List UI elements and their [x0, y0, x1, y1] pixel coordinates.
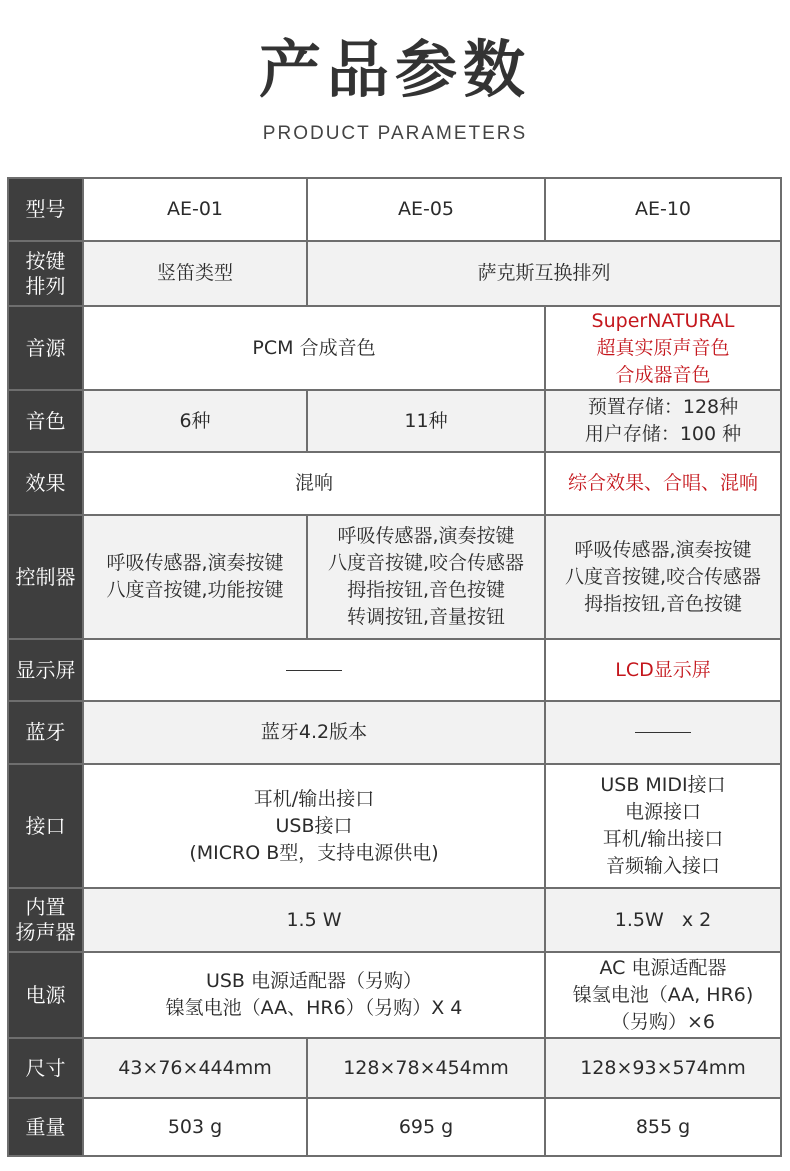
- interface-ae10-line2: 电源接口: [624, 801, 701, 823]
- cell-controller-ae10: [545, 515, 781, 639]
- cell-speaker-ae10: 1.5W x 2: [545, 888, 781, 952]
- sound-source-ae10-line1: SuperNATURAL: [591, 309, 735, 332]
- row-power: [8, 952, 781, 1038]
- row-label-speaker-line2: 扬声器: [15, 920, 76, 944]
- cell-size-ae01: 43×76×444mm: [83, 1038, 307, 1098]
- row-model: [8, 178, 781, 241]
- row-label-speaker: [8, 888, 83, 952]
- interface-ae10-line3: 耳机/输出接口: [602, 828, 724, 850]
- row-label-key-layout-line1: 按键: [25, 248, 66, 273]
- cell-interface-ae10: [545, 764, 781, 888]
- row-label-bluetooth: 蓝牙: [8, 701, 83, 764]
- power-ae01-ae05-line2: 镍氢电池（AA、HR6）（另购）X 4: [165, 997, 463, 1019]
- cell-effects-ae01-ae05: 混响: [83, 452, 545, 515]
- row-speaker: [8, 888, 781, 952]
- cell-weight-ae01: 503 g: [83, 1098, 307, 1156]
- power-ae01-ae05-line1: USB 电源适配器（另购）: [205, 970, 423, 992]
- cell-weight-ae05: 695 g: [307, 1098, 545, 1156]
- cell-bluetooth-ae10: [545, 701, 781, 764]
- interface-ae10-line1: USB MIDI接口: [600, 774, 726, 796]
- tones-ae10-line1: 预置存储：128种: [587, 396, 739, 418]
- row-tones: [8, 390, 781, 452]
- interface-ae01-ae05-line2: USB接口: [275, 814, 353, 837]
- cell-size-ae05: 128×78×454mm: [307, 1038, 545, 1098]
- interface-ae10-line4: 音频输入接口: [605, 855, 720, 877]
- cell-display-ae10: LCD显示屏: [545, 639, 781, 701]
- cell-controller-ae01: [83, 515, 307, 639]
- sound-source-ae10-line3: 合成器音色: [615, 363, 711, 386]
- cell-display-ae01-ae05: [83, 639, 545, 701]
- cell-size-ae10: 128×93×574mm: [545, 1038, 781, 1098]
- power-ae10-line3: （另购）×6: [610, 1010, 715, 1033]
- controller-ae05-line3: 拇指按钮,音色按键: [346, 579, 506, 601]
- cell-key-layout-ae05-ae10: 萨克斯互换排列: [307, 241, 781, 306]
- cell-weight-ae10: 855 g: [545, 1098, 781, 1156]
- page-title: 产品参数: [258, 33, 531, 106]
- controller-ae01-line2: 八度音按键,功能按键: [106, 579, 284, 601]
- row-label-key-layout-line2: 排列: [25, 273, 66, 298]
- cell-tones-ae05: 11种: [307, 390, 545, 452]
- row-label-tones: 音色: [8, 390, 83, 452]
- row-label-speaker-line1: 内置: [25, 895, 66, 919]
- cell-sound-source-ae01-ae05: PCM 合成音色: [83, 306, 545, 390]
- row-controller: [8, 515, 781, 639]
- cell-controller-ae05: [307, 515, 545, 639]
- row-label-weight: 重量: [8, 1098, 83, 1156]
- cell-tones-ae10: [545, 390, 781, 452]
- row-label-power: 电源: [8, 952, 83, 1038]
- row-effects: [8, 452, 781, 515]
- row-weight: [8, 1098, 781, 1156]
- power-ae10-line1: AC 电源适配器: [599, 956, 727, 979]
- controller-ae05-line1: 呼吸传感器,演奏按键: [337, 525, 515, 547]
- interface-ae01-ae05-line1: 耳机/输出接口: [253, 787, 375, 810]
- cell-model-ae05: AE-05: [307, 178, 545, 241]
- tones-ae10-line2: 用户存储：100 种: [584, 423, 742, 445]
- row-label-model: 型号: [8, 178, 83, 241]
- cell-sound-source-ae10: [545, 306, 781, 390]
- display-none-dash: [286, 670, 342, 671]
- controller-ae01-line1: 呼吸传感器,演奏按键: [106, 552, 284, 574]
- cell-speaker-ae01-ae05: 1.5 W: [83, 888, 545, 952]
- controller-ae10-line2: 八度音按键,咬合传感器: [564, 565, 762, 588]
- controller-ae10-line3: 拇指按钮,音色按键: [583, 592, 743, 615]
- cell-power-ae01-ae05: [83, 952, 545, 1038]
- row-label-controller: 控制器: [8, 515, 83, 639]
- row-display: [8, 639, 781, 701]
- power-ae10-line2: 镍氢电池（AA, HR6): [572, 983, 754, 1006]
- row-label-display: 显示屏: [8, 639, 83, 701]
- page-subtitle: PRODUCT PARAMETERS: [262, 123, 528, 144]
- cell-model-ae01: AE-01: [83, 178, 307, 241]
- page-header: [0, 0, 790, 175]
- controller-ae10-line1: 呼吸传感器,演奏按键: [574, 538, 752, 561]
- row-label-interface: 接口: [8, 764, 83, 888]
- interface-ae01-ae05-line3: (MICRO B型，支持电源供电): [189, 841, 439, 864]
- row-label-sound-source: 音源: [8, 306, 83, 390]
- row-size: [8, 1038, 781, 1098]
- spec-table: [7, 177, 782, 1157]
- cell-model-ae10: AE-10: [545, 178, 781, 241]
- cell-bluetooth-ae01-ae05: 蓝牙4.2版本: [83, 701, 545, 764]
- row-label-size: 尺寸: [8, 1038, 83, 1098]
- row-bluetooth: [8, 701, 781, 764]
- cell-effects-ae10: 综合效果、合唱、混响: [545, 452, 781, 515]
- row-label-key-layout: [8, 241, 83, 306]
- cell-tones-ae01: 6种: [83, 390, 307, 452]
- sound-source-ae10-line2: 超真实原声音色: [596, 336, 730, 359]
- cell-key-layout-ae01: 竖笛类型: [83, 241, 307, 306]
- controller-ae05-line2: 八度音按键,咬合传感器: [327, 552, 525, 574]
- row-interface: [8, 764, 781, 888]
- row-sound-source: [8, 306, 781, 390]
- cell-power-ae10: [545, 952, 781, 1038]
- bluetooth-none-dash: [635, 732, 691, 733]
- row-label-effects: 效果: [8, 452, 83, 515]
- cell-interface-ae01-ae05: [83, 764, 545, 888]
- row-key-layout: [8, 241, 781, 306]
- controller-ae05-line4: 转调按钮,音量按钮: [346, 606, 506, 628]
